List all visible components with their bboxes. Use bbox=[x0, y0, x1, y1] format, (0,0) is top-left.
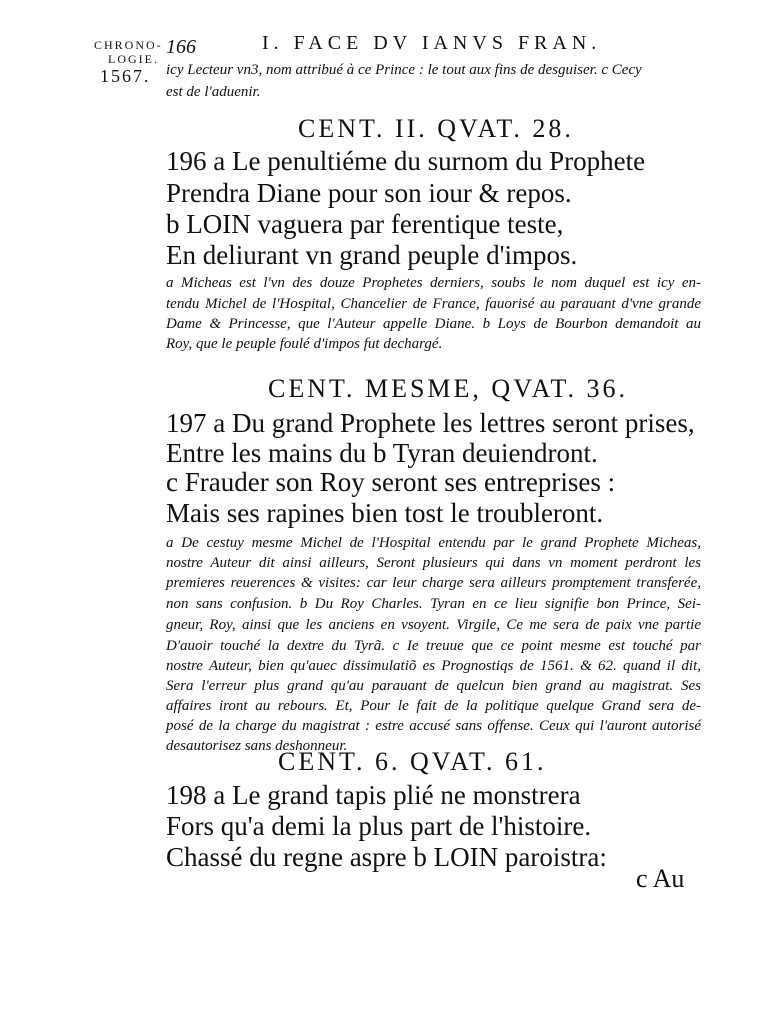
verse-line: c Frauder son Roy seront ses entreprises : bbox=[166, 467, 616, 497]
commentary-line: Dame & Princesse, que l'Auteur appelle Diane. b Loys de Bourbon demandoit au bbox=[166, 316, 701, 332]
commentary-line: nostre Auteur, bien qu'auec dissimulatiõ es Prognostiqs de 1561. & 62. quand il dit, bbox=[166, 658, 701, 674]
verse-line: Mais ses rapines bien tost le troubleront. bbox=[166, 498, 604, 528]
margin-label-chronologie-2: LOGIE. bbox=[108, 52, 159, 66]
verse-line: 196 a Le penultiéme du surnom du Prophete bbox=[166, 146, 646, 176]
catchword: c Au bbox=[636, 864, 685, 893]
verse-line: Entre les mains du b Tyran deuiendront. bbox=[166, 438, 598, 468]
commentary-line: premieres reuerences & visites: car leur charge sera ailleurs promptement transferée, bbox=[166, 575, 701, 591]
commentary-line: a De cestuy mesme Michel de l'Hospital entendu par le grand Prophete Micheas, bbox=[166, 535, 701, 551]
commentary-line: gneur, Roy, ainsi que les anciens en vsoyent. Virgile, Ce me sera de paix vne partie bbox=[166, 617, 701, 633]
commentary-line: a Micheas est l'vn des douze Prophetes derniers, soubs le nom duquel est icy en- bbox=[166, 275, 701, 291]
commentary-line: non sans confusion. b Du Roy Charles. Tyran en ce lieu signifie bon Prince, Sei- bbox=[166, 596, 701, 612]
page-number: 166 bbox=[166, 36, 196, 58]
margin-year: 1567. bbox=[100, 66, 151, 86]
margin-label-chronologie-1: CHRONO- bbox=[94, 38, 163, 52]
verse-line: 198 a Le grand tapis plié ne monstrera bbox=[166, 780, 581, 810]
top-note-line: icy Lecteur vn3, nom attribué à ce Prince : le tout aux fins de desguiser. c Cecy bbox=[166, 62, 642, 78]
verse-line: Prendra Diane pour son iour & repos. bbox=[166, 178, 572, 208]
section-heading: CENT. MESME, QVAT. 36. bbox=[268, 374, 628, 403]
commentary-line: D'auoir touché la dextre du Tyrã. c Ie treuue que ce point mesme est touché par bbox=[166, 638, 701, 654]
top-note-line: est de l'aduenir. bbox=[166, 84, 261, 100]
verse-line: 197 a Du grand Prophete les lettres seront prises, bbox=[166, 408, 695, 438]
commentary-line: desautorisez sans deshonneur. bbox=[166, 738, 348, 754]
verse-line: b LOIN vaguera par ferentique teste, bbox=[166, 209, 564, 239]
commentary-line: posé de la charge du magistrat : estre accusé sans offense. Ceux qui l'auront autorisé bbox=[166, 718, 701, 734]
commentary-line: affaires iront au rebours. Et, Pour le fait de la politique quelque Grand sera de- bbox=[166, 698, 701, 714]
commentary-line: Sera l'erreur plus grand qu'au parauant de quelcun bien grand au magistrat. Ses bbox=[166, 678, 701, 694]
running-title: I. FACE DV IANVS FRAN. bbox=[262, 32, 602, 54]
commentary-line: tendu Michel de l'Hospital, Chancelier de France, fauorisé au parauant d'vne grande bbox=[166, 296, 701, 312]
commentary-line: Roy, que le peuple foulé d'impos fut dechargé. bbox=[166, 336, 443, 352]
verse-line: Fors qu'a demi la plus part de l'histoire. bbox=[166, 811, 592, 841]
section-heading: CENT. 6. QVAT. 61. bbox=[278, 747, 547, 776]
section-heading: CENT. II. QVAT. 28. bbox=[298, 114, 574, 143]
verse-line: Chassé du regne aspre b LOIN paroistra: bbox=[166, 842, 607, 872]
verse-line: En deliurant vn grand peuple d'impos. bbox=[166, 240, 578, 270]
commentary-line: nostre Auteur dit ainsi ailleurs, Seront plusieurs qui dans vn moment perdront les bbox=[166, 555, 701, 571]
